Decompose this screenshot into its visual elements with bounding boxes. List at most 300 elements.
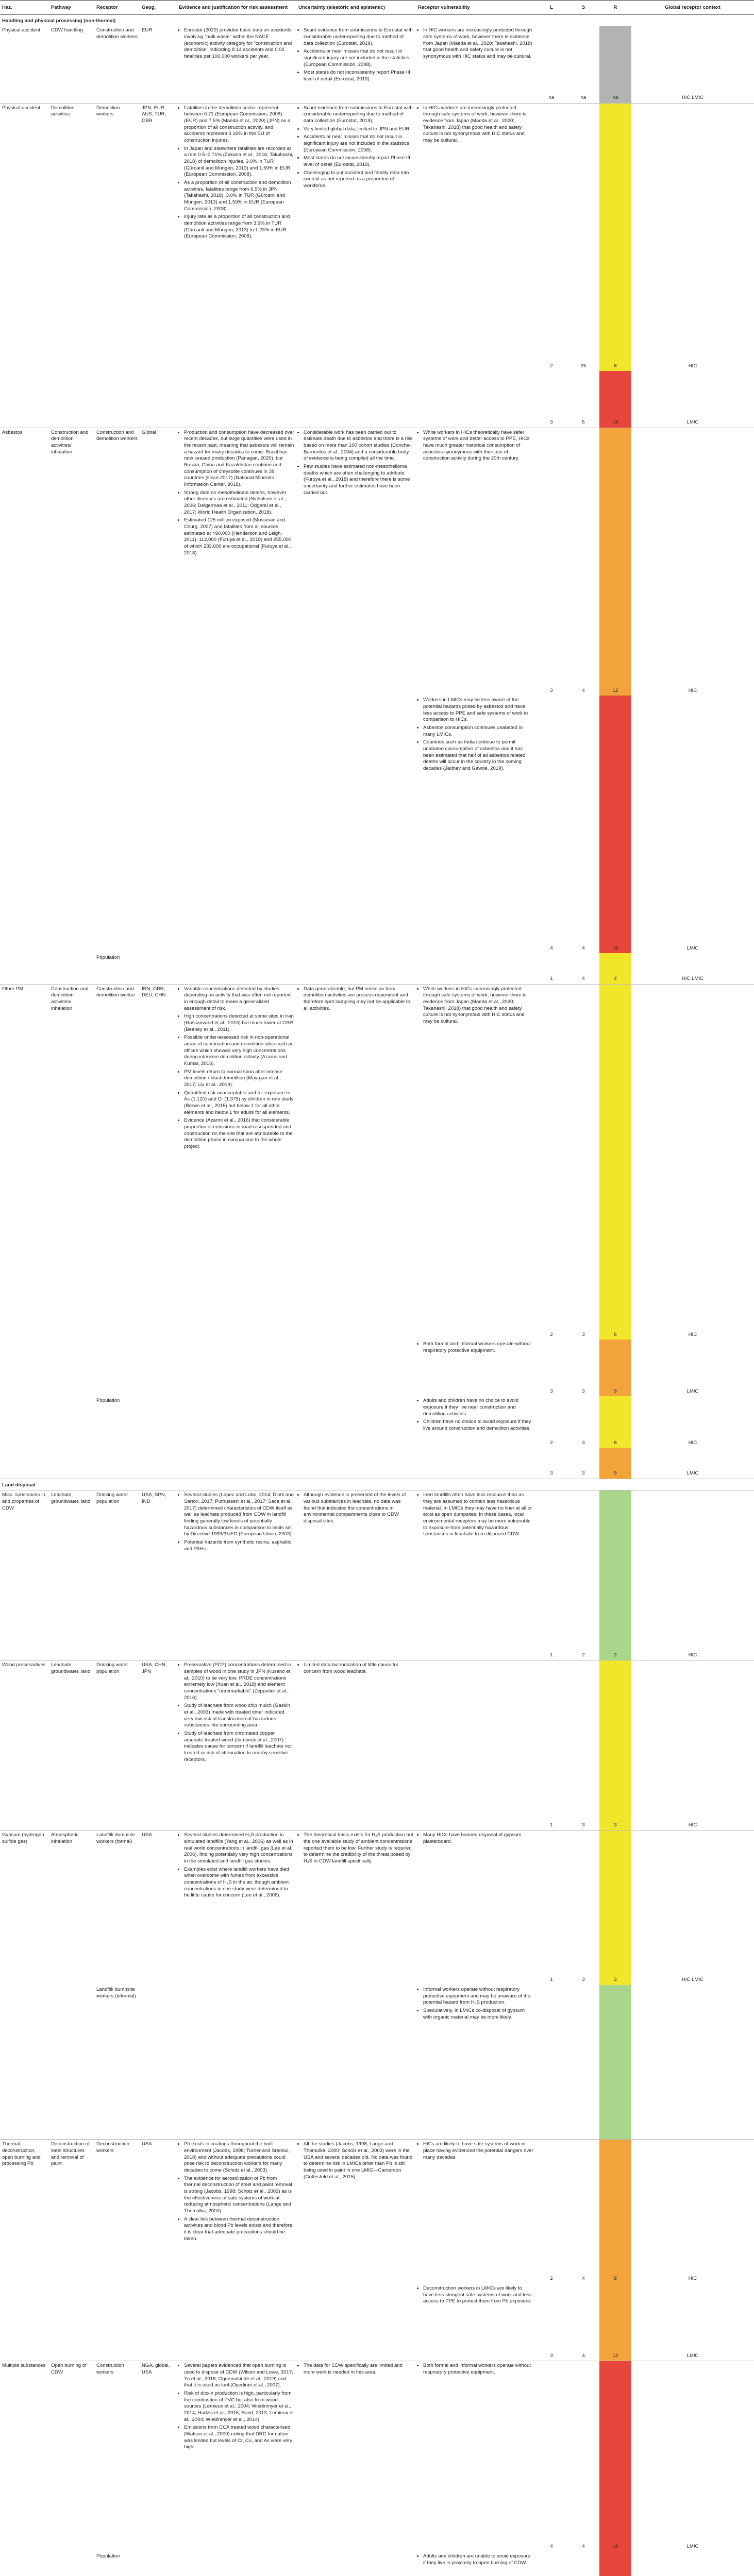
table-row [0,1985,754,2140]
likelihood-cell: 1 [535,1490,567,1660]
geog-cell: Global [140,428,177,696]
receptor-cell: Landfill/ dumpsite workers (informal) [96,1986,136,1999]
list-item: • Evidence (Azarmi et al., 2016) that considerable proportion of emissions in road resuspended and construction on the site that are attributable to the demolition phase in comparison to the whole project. [184,1117,294,1150]
list-item: • Possible under-assessed risk in non-operational areas of construction and demolition sites such as offices which showed very high concentrations during intensive demolition activity (Azarmi and Kumar, 2016). [184,1035,294,1067]
list-item: • A clear link between thermal deconstruction activities and blood Pb levels exists and therefore it is clear that adequate precautions should be taken. [184,2216,294,2243]
likelihood-cell: 3 [550,1470,553,1477]
table-row [0,1490,754,1660]
vulnerability-cell [416,984,535,1340]
severity-cell [567,2552,599,2576]
risk-cell [599,696,631,953]
global-context-cell: LMIC [631,2361,754,2552]
list-item: • Fatalities in the demolition sector represent between 0.71 (European Commission, 2008) (EUR) and 7.5% (Maeda et al., 2020) (JPN) as a proportion of all construction activity, and accidents represent 0.16% in the EU of construction injuries. [184,105,294,144]
risk-value: 15 [612,419,618,426]
global-context-cell: HIC [631,1490,754,1660]
col-uncertainty: Uncertainty (aleatoric and epistemic) [296,1,416,15]
table-row [0,1448,754,1479]
uncertainty-cell [296,103,416,371]
list-item: • Deconstruction workers in LMICs are likely to have less stringent safe systems of work and less access to PPE to protect them from Pb exposure. [423,2285,533,2305]
col-l: L [535,1,567,15]
vulnerability-cell [416,428,535,696]
likelihood-cell: 3 [550,419,553,426]
list-item: • Pb exists in coatings throughout the built environment (Jacobs, 1998; Turner and Sramiul, 2018) and without adequate precautions could pose risk to deconstruction workers for many decades to come (Scholz et al., 2003). [184,2141,294,2174]
geog-cell: USA [140,1831,177,1985]
likelihood-cell: na [548,95,555,101]
likelihood-cell [535,2552,567,2576]
geog-cell [140,2552,177,2576]
global-context-cell: HIC [631,2140,754,2284]
risk-color-fill [599,1490,631,1660]
geog-cell: USA, CHN, JPN [140,1660,177,1831]
receptor-cell: Demolition workers [94,103,140,371]
risk-cell [599,953,631,984]
vulnerability-cell-list [418,1987,533,2021]
haz-cell: Thermal deconstruction, open burning and processing Pb [0,2140,49,2284]
list-item: • Informal workers operate without respiratory protective equipment and may be unaware of the potential hazard from H₂S production. [423,1987,533,2006]
list-item: • Workers in LMICs may be less aware of the potential hazards posed by asbestos and have less access to PPE and safe systems of work in comparison to HICs. [423,697,533,723]
evidence-cell [177,984,296,1340]
global-context-cell: LMIC [686,1388,699,1394]
evidence-cell [177,428,296,696]
global-context-cell: LMIC [686,419,699,426]
list-item: • High concentrations detected at some sites in Iran (Hassanvand et al., 2015) but much lower at GBR (Beaney et al., 2011). [184,1013,294,1033]
table-row [0,696,754,953]
evidence-cell [177,953,296,984]
section-land [0,1479,754,1490]
uncertainty-cell-list [298,27,414,82]
severity-cell: 4 [567,428,599,696]
receptor-cell [94,371,140,428]
vulnerability-cell-list [418,1832,533,1845]
risk-value: 8 [614,2276,617,2282]
list-item: • Scant evidence from submissions to Eurostat with considerable underreporting due to method of data collection (Eurostat, 2019). [304,105,414,125]
haz-cell: Multiple substances [0,2361,49,2552]
evidence-cell [177,1448,296,1479]
table-row [0,1396,754,1448]
vulnerability-cell [416,103,535,371]
risk-value: 6 [614,1439,617,1446]
pathway-cell [49,1448,94,1479]
receptor-cell [94,1448,140,1479]
risk-value: na [612,95,618,101]
likelihood-cell: 2 [535,2140,567,2284]
evidence-cell [177,2140,296,2284]
list-item: • Production and consumption have decreased over recent decades, but large quantities were used in the recent past, meaning that asbestos will remain a hazard for many decades to come. Brazil has now ceased production (Panagan, 2020), but Russia, China and Kazakhstan continue and consumption of chrysotile continues in 39 countries (since 2017) (National Minerals Information Center, 2018). [184,430,294,488]
table-row [0,1831,754,1985]
uncertainty-cell [296,953,416,984]
vulnerability-cell [416,1490,535,1660]
list-item: • Examples exist where landfill workers have died when overcome with fumes from excessive concentrations of H₂S in the air, though ambient concentrations in one study were determined to be little cause for concern (Lee et al., 2006). [184,1867,294,1899]
table-row [0,2140,754,2284]
risk-color-fill [599,1660,631,1830]
uncertainty-cell [296,1490,416,1660]
geog-cell: USA, SPN, IND [140,1490,177,1660]
risk-value: 16 [612,945,618,951]
table-row [0,984,754,1340]
severity-cell: 4 [567,2361,599,2552]
risk-value: 12 [612,687,618,693]
evidence-cell [177,2361,296,2552]
list-item: • In Japan and elsewhere fatalities are recorded at a rate 0.5–0.71% (Zakaria et al., 2016; Takahashi, 2018) of demolition injuries, 3.0% in TUR (Gürcanli and Müngen, 2013) and 1.59% in EUR (European Commission, 2008). [184,146,294,178]
likelihood-cell: 1 [550,976,553,982]
uncertainty-cell-list [298,986,414,1012]
pathway-cell: Construction and demolition activities/ inhalation [49,984,94,1340]
risk-color-fill [599,2284,631,2361]
evidence-cell-list [179,27,294,60]
haz-cell: Gypsum (hydrogen sulfide gas) [0,1831,49,1985]
uncertainty-cell-list [298,1832,414,1865]
risk-value: 2 [614,1652,617,1658]
evidence-cell [177,1831,296,1985]
pathway-cell: Leachate, groundwater, land [49,1660,94,1831]
global-context-cell [631,2552,754,2576]
table-row [0,371,754,428]
receptor-cell [94,696,140,953]
list-item: • Several papers evidenced that open burning is used to dispose of CDW (Wilson and Lowe, 2017; Yu et al., 2018; Ogunmakinde et al., 2019) and that it is used as fuel (Oyediran et al., 2007). [184,2363,294,2389]
receptor-cell: Population [96,955,120,961]
uncertainty-cell [296,428,416,696]
evidence-cell-list [179,1832,294,1899]
haz-cell: Physical accident [0,103,49,371]
risk-cell [599,984,631,1340]
severity-cell: 3 [567,1660,599,1831]
geog-cell: EUR [142,27,153,33]
risk-cell [599,2140,631,2284]
evidence-cell-list [179,2141,294,2242]
risk-cell [599,2284,631,2361]
list-item: • Children have no choice to avoid exposure if they live around construction and demolition activities. [423,1419,533,1432]
risk-value: 9 [614,1470,617,1477]
list-item: • Potential hazards from synthetic resins, asphaltic and PAHs. [184,1539,294,1552]
vulnerability-cell [416,1396,535,1448]
evidence-cell [177,1396,296,1448]
severity-cell: 3 [582,1388,585,1394]
risk-value: 16 [612,2544,618,2550]
vulnerability-cell [416,953,535,984]
risk-color-fill [599,2552,631,2576]
uncertainty-cell [296,1448,416,1479]
table-row [0,1660,754,1831]
uncertainty-cell [296,2552,416,2576]
table-row [0,953,754,984]
vulnerability-cell [416,2140,535,2284]
vulnerability-cell-list [418,27,533,60]
vulnerability-cell [416,1985,535,2140]
list-item: • Accidents or near misses that do not result in significant injury are not included in the statistics (European Commission, 2008). [304,48,414,68]
risk-value: 6 [614,1331,617,1337]
haz-cell [0,1985,49,2140]
list-item: • PM levels return to normal soon after intense demolition / blast demolition (Mayrgan et al., 2017; Liu et al., 2019). [184,1069,294,1089]
evidence-cell [177,371,296,428]
vulnerability-cell [416,1340,535,1396]
uncertainty-cell [296,2284,416,2361]
vulnerability-cell [416,2552,535,2576]
vulnerability-cell [416,1660,535,1831]
evidence-cell-list [179,1492,294,1552]
vulnerability-cell-list [418,2141,533,2161]
receptor-cell: Construction and demolition worker [94,984,140,1340]
vulnerability-cell [416,696,535,953]
table-row [0,2361,754,2552]
global-context-cell: HIC [688,1439,697,1446]
receptor-cell: Construction and demolition workers [94,428,140,696]
evidence-cell-list [179,430,294,556]
geog-cell: JPN, EUR, AUS, TUR, GBR [140,103,177,371]
list-item: • Study of leachate from wood chip mulch (Gaskin et al., 2003) made with treated timer indicated very low risk of translocation of hazardous substances into surrounding area. [184,1703,294,1729]
likelihood-cell: 4 [550,945,553,951]
vulnerability-cell [416,26,535,103]
list-item: • Scant evidence from submissions to Eurostat with considerable underreporting due to method of data collection (Eurostat, 2019). [304,27,414,47]
severity-cell: na [580,95,587,101]
risk-color-fill [599,104,631,371]
risk-cell [599,1985,631,2140]
list-item: • Asbestos consumption continues unabated in many LMICs. [423,725,533,738]
global-context-cell: HIC [631,103,754,371]
uncertainty-cell-list [298,105,414,190]
list-item: • Inert landfills often have less resource than as they are assumed to contain less hazardous material. In LMICs they may have no liner at all or exist as open dumpsites. In these cases, local environmental receptors may be more vulnerable to exposure from potentially hazardous substances in leachate from disposed CDW. [423,1492,533,1538]
vulnerability-cell [416,1831,535,1985]
geog-cell: IRN, GBR, DEU, CHN [140,984,177,1340]
vulnerability-cell-list [418,1341,533,1354]
table-row [0,26,754,103]
evidence-cell [177,2284,296,2361]
haz-cell [0,953,49,984]
haz-cell [0,1448,49,1479]
likelihood-cell: 1 [535,1660,567,1831]
list-item: • Study of leachate from chromated copper arsenate treated wood (Jambeck et al., 2007) indicates cause for concern if landfill leachate not treated or risk of attenuation to nearby sensitive receptors. [184,1731,294,1763]
list-item: • Estimated 125 million exposed (Mossman and Churg, 2007) and fatalities from all sources estimated at >90,000 (Henderson and Leigh, 2011), 112,000 (Furuya et al., 2018) and 255,000 of which 233,000 are occupational (Furuya et al., 2018). [184,517,294,556]
list-item: • Adults and children have no choice to avoid exposure if they live near construction and demolition activities. [423,1398,533,1417]
evidence-cell [177,26,296,103]
list-item: • Very limited global data, limited to JPN and EUR. [304,126,414,133]
col-pathway: Pathway [49,1,94,15]
list-item: • As a proportion of all construction and demolition activities, fatalities range from 6.5% in JPN (Takahashi, 2018), 3.0% in TUR (Gürcanli and Müngen, 2013) and 1.59% in EUR (European Commission, 2008). [184,180,294,212]
global-context-cell [631,1985,754,2140]
list-item: • Although evidence is presented of the levels of various substances in leachate, no data was found that indicates the concentrations in environmental compartments close to CDW disposal sites. [304,1492,414,1524]
uncertainty-cell [296,696,416,953]
col-receptor: Receptor [94,1,140,15]
uncertainty-cell [296,2361,416,2552]
risk-color-fill [599,985,631,1340]
severity-cell: 4 [567,2140,599,2284]
receptor-cell: Population [96,1398,120,1404]
likelihood-cell: 2 [535,984,567,1340]
global-context-cell: HIC LMIC [631,1831,754,1985]
receptor-cell [94,2284,140,2361]
global-context-cell: LMIC [686,2352,699,2359]
pathway-cell: Deconstruction of steel structures and removal of paint [49,2140,94,2284]
severity-cell: 4 [582,976,585,982]
col-s: S [567,1,599,15]
receptor-cell: Deconstruction workers [94,2140,140,2284]
risk-cell [599,2552,631,2576]
receptor-cell: Construction workers [94,2361,140,2552]
uncertainty-cell [296,984,416,1340]
evidence-cell [177,103,296,371]
vulnerability-cell-list [418,2553,533,2566]
pathway-cell [49,696,94,953]
uncertainty-cell [296,1985,416,2140]
list-item: • Several studies (López and Lobo, 2014; Diotti and Sartori, 2017; Puthusseril et al., 2017; Saca et al., 2017) determined characteristics of CDW itself as well as leachate produced from CDW in landfill finding generally low levels of potentially hazardous substances in comparison to limits set by Directive 1999/31/EC (European Union, 2003). [184,1492,294,1538]
table-row [0,428,754,696]
global-context-cell: HIC [631,1660,754,1831]
uncertainty-cell [296,1396,416,1448]
col-geog: Geog. [140,1,177,15]
list-item: • White workers in HICs increasingly protected through safe systems of work, however there is evidence from Japan (Maeda et al., 2020; Takahashi, 2018) that good health and safety culture is not synonymous with HIC status and may be cultural. [423,986,533,1025]
receptor-cell: Drinking water population [94,1490,140,1660]
pathway-cell [49,1985,94,2140]
severity-cell: 4 [582,945,585,951]
pathway-cell: Leachate, groundwater, land [49,1490,94,1660]
list-item: • The data for CDW specifically are limited and more work is needed in this area. [304,2363,414,2376]
geog-cell: NGA, global, USA [140,2361,177,2552]
evidence-cell-list [179,105,294,240]
col-haz: Haz. [0,1,49,15]
vulnerability-cell [416,2361,535,2552]
haz-cell: Other PM [0,984,49,1340]
pathway-cell: Open burning of CDW [49,2361,94,2552]
severity-cell: 25 [567,103,599,371]
receptor-cell: Landfill/ dumpsite workers (formal) [94,1831,140,1985]
list-item: • Both formal and informal workers operate without respiratory protective equipment. [423,1341,533,1354]
list-item: • Accidents or near misses that do not result in significant injury are not included in the statistics (European Commission, 2008). [304,134,414,154]
vulnerability-cell-list [418,2363,533,2376]
severity-cell: 5 [582,419,585,426]
list-item: • Many HICs have banned disposal of gypsum plasterboard. [423,1832,533,1845]
severity-cell: 3 [582,1439,585,1446]
header-row [0,1,754,15]
evidence-cell [177,696,296,953]
risk-cell [599,103,631,371]
list-item: • The theoretical basis exists for H₂S production but the one available study of ambient concentrations reported them to be low. Further study is required to determine the credibility of the threat posed by H₂S in CDW landfill specifically. [304,1832,414,1865]
list-item: • The evidence for aerosolization of Pb from thermal deconstruction of steel and paint removal is strong (Jacobs, 1998; Scholz et al., 2003) as is the effectiveness of safe systems of work at reducing atmospheric concentrations (Lange and Thomulka, 2000). [184,2176,294,2215]
vulnerability-cell-list [418,2285,533,2305]
severity-cell: 3 [567,1831,599,1985]
haz-cell: Physical accident [2,27,41,33]
pathway-cell: Construction and demolition activities/ inhalation [49,428,94,696]
list-item: • Few studies have estimated non-mesothelioma deaths which are often challenging to attribute (Furuya et al., 2018) and therefore there is some uncertainty and further estimates have been carried out. [304,464,414,496]
list-item: • In HIC workers are increasingly protected through safe systems of work, however there is evidence from Japan (Maeda et al., 2020; Takahashi, 2018) that good health and safety culture is not synonymous with HIC status and may be cultural. [423,27,533,60]
global-context-cell: HIC [631,428,754,696]
global-context-cell: LMIC [686,1470,699,1477]
vulnerability-cell [416,1448,535,1479]
uncertainty-cell-list [298,1492,414,1524]
global-context-cell: LMIC [686,945,699,951]
vulnerability-cell-list [418,1492,533,1538]
vulnerability-cell-list [418,1398,533,1432]
list-item: • Variable concentrations detected by studies depending on activity that was often not reported in enough detail to make a generalized assessment of risk. [184,986,294,1012]
risk-value: 12 [612,2352,618,2359]
likelihood-cell: 3 [550,2352,553,2359]
risk-color-fill [599,2361,631,2552]
geog-cell [140,696,177,953]
col-r: R [599,1,631,15]
uncertainty-cell [296,1831,416,1985]
evidence-cell-list [179,2363,294,2451]
risk-cell [599,1340,631,1396]
receptor-cell [94,1340,140,1396]
risk-cell [599,428,631,696]
severity-cell: 3 [582,1470,585,1477]
table-row [0,103,754,371]
list-item: • Most states do not inconsistently report Phase III level of detail (Eurostat, 2019). [304,70,414,82]
uncertainty-cell [296,2140,416,2284]
risk-value: 6 [614,363,617,369]
list-item: • White workers in HICs theoretically have safer systems of work and better access to PPE, HICs have much greater historical consumption of asbestos synonymous with their use of construction activity during the 20th century. [423,430,533,462]
haz-cell [0,2284,49,2361]
evidence-cell [177,1490,296,1660]
severity-cell: 2 [567,1490,599,1660]
list-item: • Challenging to put accident and fatality data into context as not reported as a proportion of workforce. [304,170,414,190]
evidence-cell [177,1660,296,1831]
col-vulnerability: Receptor vulnerability [416,1,535,15]
global-context-cell: HIC LMIC [681,95,704,101]
severity-cell [567,1985,599,2140]
uncertainty-cell [296,26,416,103]
risk-value: 3 [614,1977,617,1983]
list-item: • Risk of dioxin production is high, particularly from the combustion of PVC but also from wood sources (Lemieux et al., 2004; Wiedinmyer et al., 2014; Hodzic et al., 2015; Bond, 2013; Lemieux et al., 2004; Wiedinmyer et al., 2014). [184,2391,294,2423]
list-item: • Injury rate as a proportion of all construction and demolition activities range from 3.9% in TUR (Gürcanli and Müngen, 2013) to 1.23% in EUR (European Commission, 2008). [184,214,294,240]
list-item: • Emissions from CCA treated wood characterised (Watson et al., 2000) noting that DRC formation was limited but levels of Cr, Cu, and As were very high. [184,2425,294,2451]
likelihood-cell: 2 [535,103,567,371]
haz-cell: Wood preservatives [0,1660,49,1831]
list-item: • All the studies (Jacobs, 1998; Lange and Thomulka, 2000; Scholz et al., 2003) were in the USA and several decades old. No data was found to determine risk in LMICs other than Pb is still being used in paint in one LMIC—Cameroon (Gottesfeld et al., 2015). [304,2141,414,2180]
list-item: • Data generalizable, but PM emission from demolition activities are process dependent and therefore spot sampling may not be applicable to all activities. [304,986,414,1012]
vulnerability-cell [416,371,535,428]
geog-cell [140,1448,177,1479]
risk-color-fill [599,696,631,953]
uncertainty-cell-list [298,430,414,497]
col-global: Global receptor context [631,1,754,15]
risk-cell [599,371,631,428]
haz-cell [0,371,49,428]
vulnerability-cell-list [418,697,533,772]
geog-cell [140,1985,177,2140]
section-handling: Handling and physical processing (non-thermal) [2,18,116,24]
geog-cell [140,1340,177,1396]
severity-cell: 3 [567,984,599,1340]
list-item: • Several studies determined H₂S production in simulated landfills (Yang et al., 2006) as well as in real world concentrations in landfill gas (Lee et al., 2006), finding potentially very high concentrations in the simulated and landfill gas studies. [184,1832,294,1865]
vulnerability-cell-list [418,986,533,1025]
haz-cell: Misc. substances in, and properties of CDW [0,1490,49,1660]
global-context-cell: HIC [631,984,754,1340]
risk-cell [599,1490,631,1660]
list-item: • Adults and children are unable to avoid exposure if they live in proximity to open burning of CDW. [423,2553,533,2566]
uncertainty-cell-list [298,2363,414,2376]
evidence-cell-list [179,986,294,1150]
risk-cell [599,1660,631,1831]
receptor-cell: Drinking water population [94,1660,140,1831]
pathway-cell: CDW handling [51,27,83,33]
likelihood-cell: 2 [550,1439,553,1446]
evidence-cell [177,2552,296,2576]
list-item: • Speculatively, in LMICs co-disposal of gypsum with organic material may be more likely. [423,2008,533,2021]
risk-value: 9 [614,1388,617,1394]
section-title: Land disposal [0,1479,754,1490]
pathway-cell [49,1340,94,1396]
list-item: • Strong data on mesothelioma deaths, however other diseases are estimated (Nicholson et al., 2006; Delgermaa et al., 2011; Odgerel et al., 2017; World Health Organization, 2018). [184,490,294,516]
geog-cell [140,1396,177,1448]
pathway-cell: Demolition activities [49,103,94,371]
geog-cell [140,953,177,984]
haz-cell [0,1396,49,1448]
pathway-cell [49,2284,94,2361]
list-item: • HICs are likely to have safe systems of work in place having evidenced the potential dangers over many decades. [423,2141,533,2161]
risk-color-fill [599,428,631,696]
haz-cell [0,2552,49,2576]
risk-cell [599,1448,631,1479]
table-row [0,2552,754,2576]
